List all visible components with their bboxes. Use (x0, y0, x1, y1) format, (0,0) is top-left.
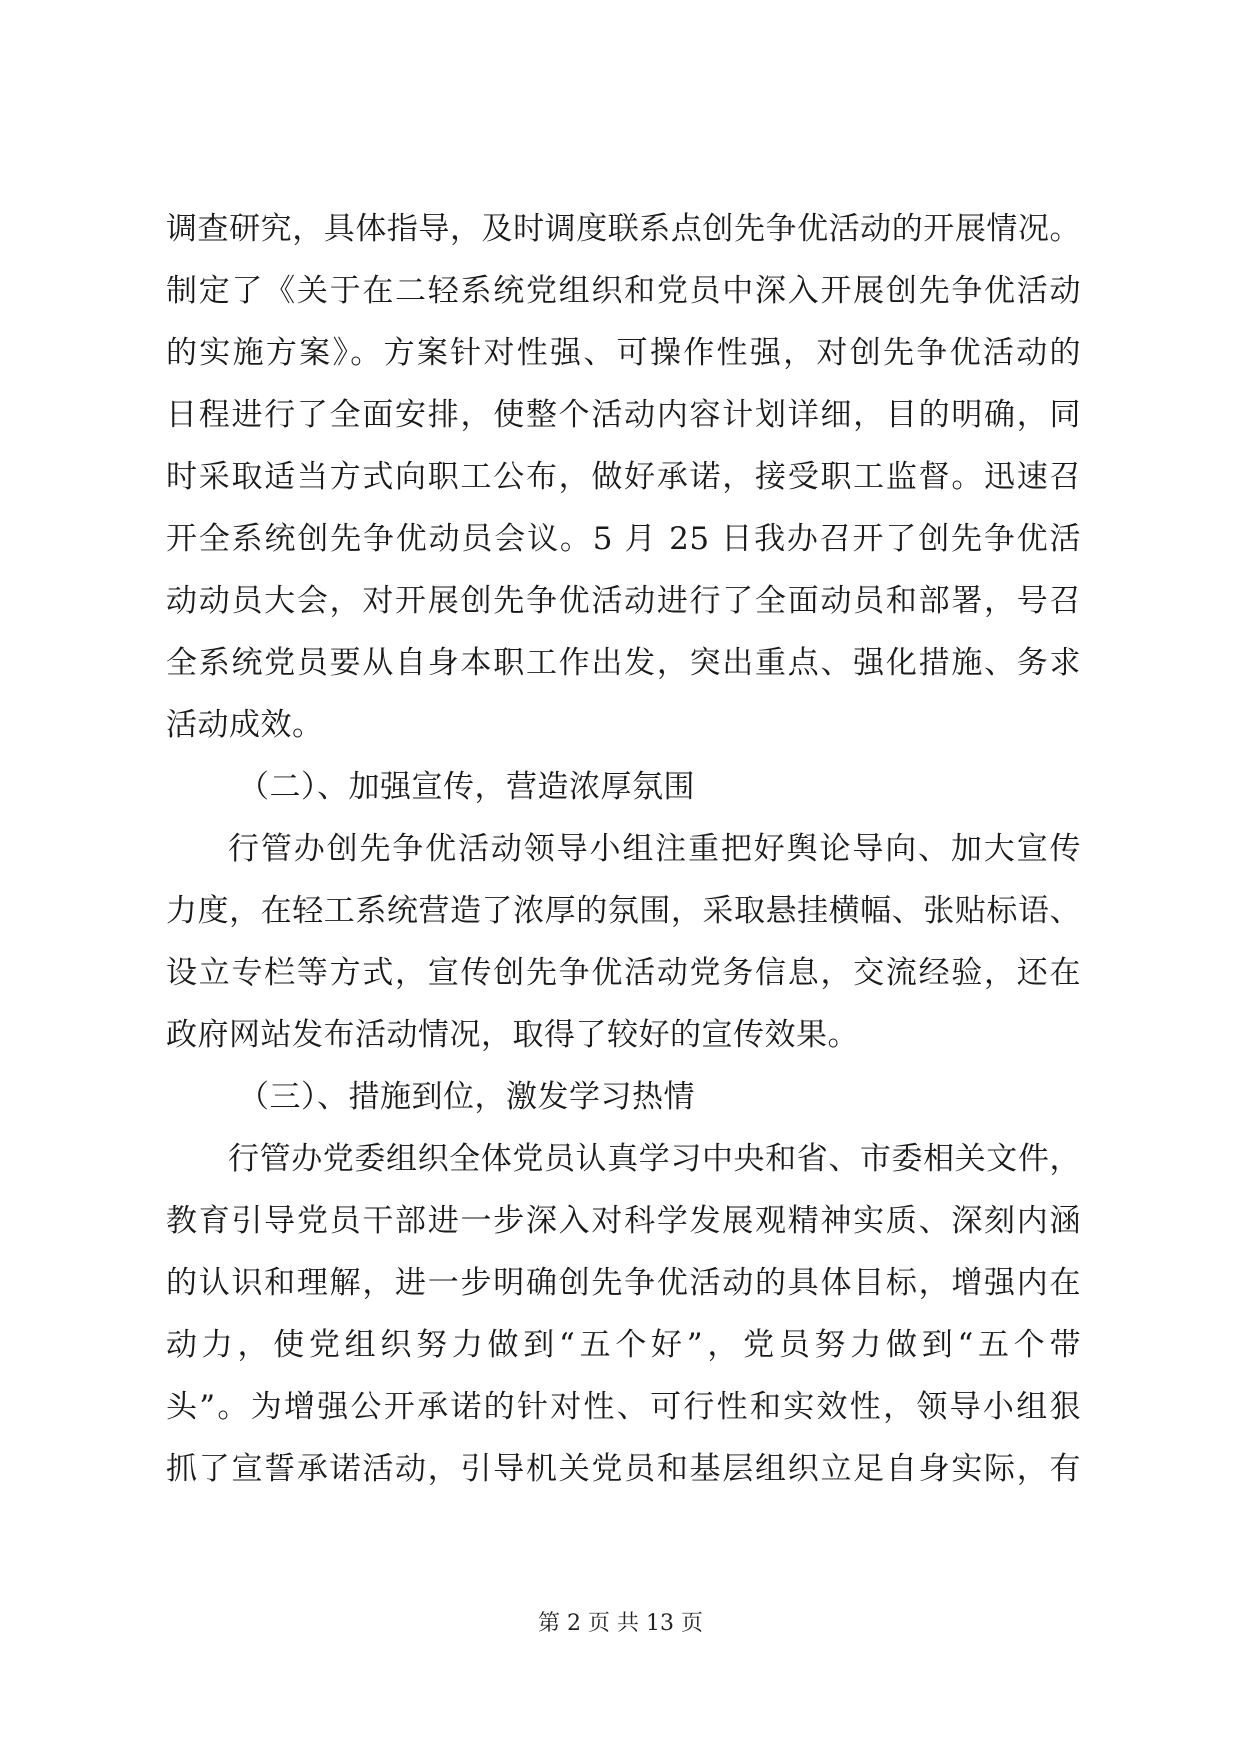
text-line: 抓了宣誓承诺活动，引导机关党员和基层组织立足自身实际，有 (166, 1451, 1081, 1487)
section-heading: （二）、加强宣传，营造浓厚氛围 (238, 769, 695, 805)
text-line: 设立专栏等方式，宣传创先争优活动党务信息，交流经验，还在 (166, 955, 1081, 991)
text-line: 行管办创先争优活动领导小组注重把好舆论导向、加大宣传 (228, 831, 1081, 867)
text-line: 动动员大会，对开展创先争优活动进行了全面动员和部署，号召 (166, 583, 1081, 619)
text-line: 时采取适当方式向职工公布，做好承诺，接受职工监督。迅速召 (166, 459, 1081, 495)
text-line: 活动成效。 (166, 707, 324, 743)
page-footer: 第 2 页 共 13 页 (538, 1611, 703, 1636)
text-line: 力度，在轻工系统营造了浓厚的氛围，采取悬挂横幅、张贴标语、 (166, 893, 1081, 929)
document-body (166, 198, 1081, 1500)
text-line: 制定了《关于在二轻系统党组织和党员中深入开展创先争优活动 (166, 273, 1081, 309)
text-line: 调查研究，具体指导，及时调度联系点创先争优活动的开展情况。 (166, 211, 1081, 247)
text-line: 全系统党员要从自身本职工作出发，突出重点、强化措施、务求 (166, 645, 1081, 681)
text-line: 头”。为增强公开承诺的针对性、可行性和实效性，领导小组狠 (166, 1389, 1081, 1425)
text-line: 动力，使党组织努力做到“五个好”，党员努力做到“五个带 (166, 1327, 1081, 1363)
section-heading: （三）、措施到位，激发学习热情 (238, 1079, 695, 1115)
text-line: 开全系统创先争优动员会议。5 月 25 日我办召开了创先争优活 (166, 521, 1081, 557)
text-line: 日程进行了全面安排，使整个活动内容计划详细，目的明确，同 (166, 397, 1081, 433)
text-line: 的认识和理解，进一步明确创先争优活动的具体目标，增强内在 (166, 1265, 1081, 1301)
text-line: 教育引导党员干部进一步深入对科学发展观精神实质、深刻内涵 (166, 1203, 1081, 1239)
text-line: 政府网站发布活动情况，取得了较好的宣传效果。 (166, 1017, 859, 1053)
text-line: 行管办党委组织全体党员认真学习中央和省、市委相关文件， (228, 1141, 1081, 1177)
text-line: 的实施方案》。方案针对性强、可操作性强，对创先争优活动的 (166, 335, 1081, 371)
